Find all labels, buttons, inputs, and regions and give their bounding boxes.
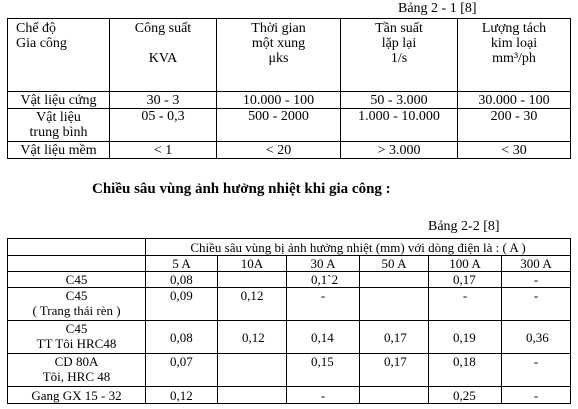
cell <box>218 354 287 387</box>
header-line: Tần suất <box>375 21 423 36</box>
row-label <box>8 109 110 142</box>
row-label <box>8 288 146 321</box>
empty-corner <box>8 256 146 272</box>
cell: 0,08 <box>146 321 218 354</box>
cell <box>360 272 429 288</box>
cell <box>218 387 287 404</box>
current-header: 5 A <box>146 256 218 272</box>
table-row <box>8 354 571 387</box>
cell: 0,18 <box>429 354 502 387</box>
cell: 0,17 <box>429 272 502 288</box>
cell: - <box>287 387 360 404</box>
cell: 0,15 <box>287 354 360 387</box>
current-header: 100 A <box>429 256 502 272</box>
cell: 0,1`2 <box>287 272 360 288</box>
header-line: 1/s <box>390 51 408 66</box>
header-line: KVA <box>148 51 178 66</box>
span-title: Chiều sâu vùng bị ảnh hưởng nhiệt (mm) với dòng điện là : ( A ) <box>146 239 571 256</box>
row-label: C45 <box>8 272 146 288</box>
header-line: một xung <box>251 36 306 51</box>
table-row <box>8 288 571 321</box>
cell: 0,09 <box>146 288 218 321</box>
table-row <box>8 142 571 159</box>
cell <box>360 387 429 404</box>
heat-affected-depth-table <box>7 238 571 404</box>
cell: 1.000 - 10.000 <box>341 109 458 142</box>
cell: 200 - 30 <box>458 109 571 142</box>
header-line: kim loại <box>490 36 538 51</box>
label-line: CD 80A <box>54 354 99 369</box>
cell: 0,07 <box>146 354 218 387</box>
label-line: ( Trang thái rèn ) <box>32 303 121 318</box>
cell: - <box>502 387 571 404</box>
header-line: Lượng tách <box>481 21 547 36</box>
table-row <box>8 387 571 404</box>
current-header: 10A <box>218 256 287 272</box>
cell: 05 - 0,3 <box>110 109 217 142</box>
cell: 50 - 3.000 <box>341 92 458 109</box>
label-line: Vật liệu <box>36 110 81 125</box>
row-label <box>8 354 146 387</box>
cell: - <box>502 288 571 321</box>
cell <box>360 288 429 321</box>
cell: 10.000 - 100 <box>217 92 341 109</box>
cell: 30 - 3 <box>110 92 217 109</box>
cell: 0,12 <box>146 387 218 404</box>
cell: 30.000 - 100 <box>458 92 571 109</box>
header-line: Công suất <box>134 21 192 36</box>
header-pulse-time <box>217 19 341 92</box>
header-power <box>110 19 217 92</box>
cell: 0,36 <box>502 321 571 354</box>
cell: 0,19 <box>429 321 502 354</box>
table-row <box>8 272 571 288</box>
header-line: μks <box>268 51 289 66</box>
cell: 0,08 <box>146 272 218 288</box>
label-line: C45 <box>65 288 88 303</box>
table-row <box>8 92 571 109</box>
header-line: mm³/ph <box>492 51 536 66</box>
header-frequency <box>341 19 458 92</box>
cell: > 3.000 <box>341 142 458 159</box>
table-row <box>8 109 571 142</box>
label-line: Tôi, HRC 48 <box>42 369 111 384</box>
header-line: Chế độ <box>16 21 57 36</box>
label-line: trung bình <box>29 125 88 140</box>
header-removal-rate <box>458 19 571 92</box>
cell: 500 - 2000 <box>217 109 341 142</box>
cell <box>218 272 287 288</box>
row-label: Gang GX 15 - 32 <box>8 387 146 404</box>
table1-caption: Bảng 2 - 1 [8] <box>398 1 477 16</box>
label-line: TT Tôi HRC48 <box>36 336 117 351</box>
header-line: Thời gian <box>251 21 306 36</box>
cell: 0,12 <box>218 321 287 354</box>
row-label: Vật liệu mềm <box>8 142 110 159</box>
empty-corner <box>8 239 146 256</box>
machining-mode-table <box>7 18 571 159</box>
cell: 0,25 <box>429 387 502 404</box>
row-label <box>8 321 146 354</box>
table-row <box>8 321 571 354</box>
cell: 0,17 <box>360 354 429 387</box>
cell: 0,12 <box>218 288 287 321</box>
current-header: 50 A <box>360 256 429 272</box>
cell: < 20 <box>217 142 341 159</box>
header-line: Gia công <box>16 36 67 51</box>
cell: - <box>429 288 502 321</box>
cell: - <box>502 272 571 288</box>
table2-caption: Bảng 2-2 [8] <box>428 219 500 234</box>
current-header: 300 A <box>502 256 571 272</box>
cell: < 30 <box>458 142 571 159</box>
cell: - <box>502 354 571 387</box>
cell: - <box>287 288 360 321</box>
header-line: lặp lại <box>381 36 417 51</box>
cell: 0,17 <box>360 321 429 354</box>
label-line: C45 <box>65 321 88 336</box>
header-mode <box>8 19 110 92</box>
cell: 0,14 <box>287 321 360 354</box>
row-label: Vật liệu cứng <box>8 92 110 109</box>
section-heading: Chiều sâu vùng ảnh hưởng nhiệt khi gia công : <box>92 181 391 197</box>
current-header: 30 A <box>287 256 360 272</box>
cell: < 1 <box>110 142 217 159</box>
